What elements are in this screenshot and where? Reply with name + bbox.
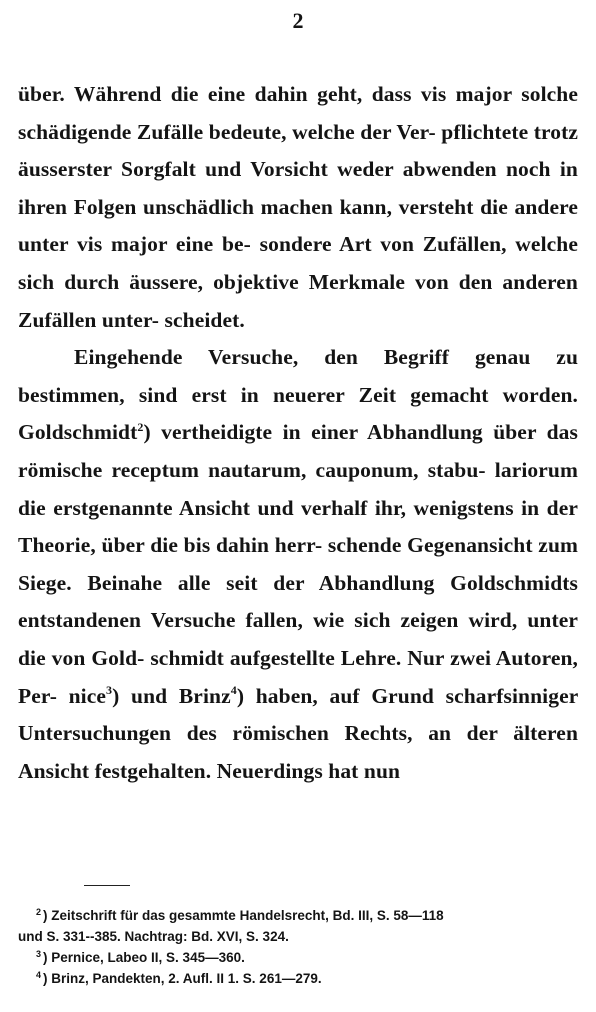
text-line: schende Gegenansicht zum Siege. Beinahe alle seit [18,533,579,595]
footnote-text: ) Pernice, Labeo II, S. 345—360. [43,950,245,965]
text-line: kann, versteht die andere unter vis major eine be- [18,194,578,257]
text-line: wenigstens in der Theorie, über die bis dahin herr- [18,495,578,558]
text-line: solche schädigende Zufälle bedeute, welche der Ver- [18,82,578,144]
footnote-text: ) Zeitschrift für das gesammte Handelsrecht, Bd. III, S. 58—118 [43,908,444,923]
footnote-text: und S. 331--385. Nachtrag: Bd. XVI, S. 324. [18,929,289,944]
text-line: Eingehende Versuche, den Begriff genau zu [74,345,578,370]
footnote-mark: 4 [36,969,42,980]
text-line: scheidet. [164,307,245,332]
text-line: fallen, wie sich zeigen wird, unter die von Gold- [18,608,578,670]
text-line: über. Während die eine dahin geht, dass vis major [18,82,512,106]
footnote-ref-2: 2 [137,420,144,435]
text-line: der Abhandlung Goldschmidts entstandenen Versuche [18,570,578,633]
footnote-text: ) Brinz, Pandekten, 2. Aufl. II 1. S. 261—279. [43,971,322,986]
paragraph-2 [18,339,578,790]
text-line: objektive Merkmale von den anderen Zufällen unter- [18,269,578,332]
footnotes [18,905,578,989]
text-line: abwenden noch in ihren Folgen unschädlich machen [18,157,578,219]
footnote-mark: 2 [36,906,42,917]
footnote-3 [18,947,578,968]
text-line: das römische receptum nautarum, cauponum, stabu- [18,420,578,482]
text-line: sondere Art von Zufällen, welche sich durch äussere, [18,232,578,294]
text-line: lariorum die erstgenannte Ansicht und verhalf ihr, [18,457,578,520]
text-line: bestimmen, sind erst in neuerer Zeit gemacht worden. [18,382,578,407]
text-line: schmidt aufgestellte Lehre. Nur zwei Autoren, Per- [18,645,579,708]
footnote-mark: 3 [36,948,42,959]
paragraph-1 [18,76,578,339]
footnote-2 [18,905,578,926]
footnote-2-continued [18,926,578,947]
text-line: ) vertheidigte in einer Abhandlung über [143,420,537,445]
text-line: ) haben, auf Grund scharfsinniger [236,683,578,708]
page-number: 2 [292,8,304,33]
footnote-4 [18,968,578,989]
text-line: nice [68,683,107,708]
text-line: Untersuchungen des römischen Rechts, an der [18,721,498,746]
text-line: pflichtete trotz äusserster Sorgfalt und Vorsicht weder [18,119,578,182]
body-text [18,76,578,790]
footnote-ref-3: 3 [106,683,113,698]
text-line: älteren Ansicht festgehalten. Neuerdings hat nun [18,721,578,783]
text-line: Goldschmidt [18,420,138,445]
footnote-separator [84,885,130,886]
footnote-ref-4: 4 [230,683,237,698]
text-line: ) und Brinz [112,683,231,708]
